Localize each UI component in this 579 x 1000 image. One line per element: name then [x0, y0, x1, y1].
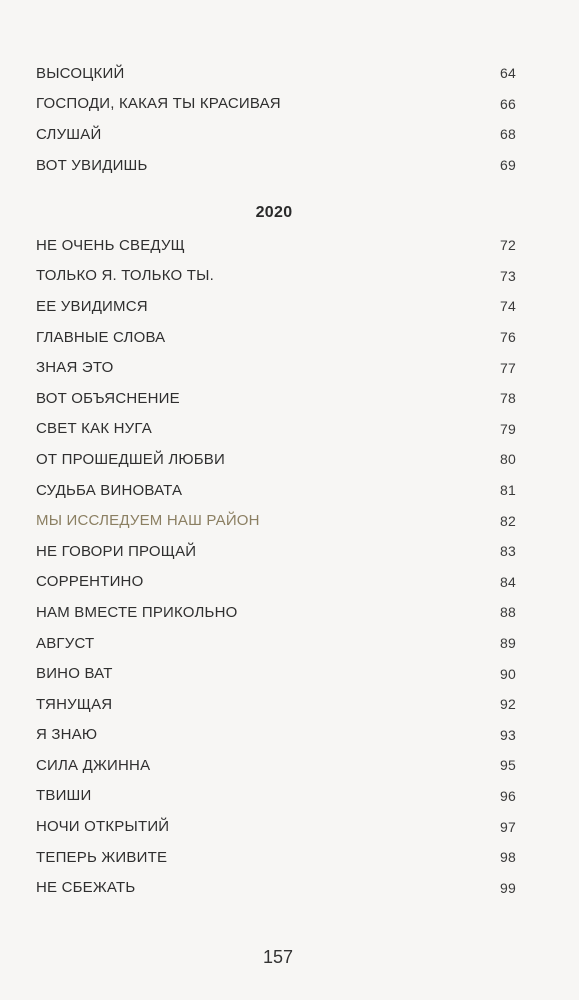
toc-entry-title: ВЫСОЦКИЙ: [36, 64, 125, 82]
toc-entry: [36, 322, 516, 353]
toc-entry: [36, 352, 516, 383]
toc-entry-page: 76: [500, 329, 516, 346]
toc-entry: [36, 781, 516, 812]
toc-entry-page: 83: [500, 543, 516, 560]
toc-entry-page: 88: [500, 604, 516, 621]
toc-entry-page: 89: [500, 635, 516, 652]
toc-entry-page: 95: [500, 757, 516, 774]
toc-entry-page: 82: [500, 512, 516, 529]
toc-entry: [36, 628, 516, 659]
toc-entry: [36, 261, 516, 292]
toc-entry-highlighted: [36, 505, 516, 536]
toc-entry-title: ВОТ ОБЪЯСНЕНИЕ: [36, 389, 180, 407]
toc-entry-page: 69: [500, 157, 516, 174]
toc-entry-page: 72: [500, 237, 516, 254]
toc-entry-title: НАМ ВМЕСТЕ ПРИКОЛЬНО: [36, 603, 238, 621]
toc-entry: [36, 291, 516, 322]
toc-entry-title: НОЧИ ОТКРЫТИЙ: [36, 818, 170, 836]
toc-entry: [36, 383, 516, 414]
toc-group-2020: [36, 230, 516, 903]
toc-entry-title: ЗНАЯ ЭТО: [36, 359, 114, 377]
toc-entry: [36, 811, 516, 842]
toc-entry-page: 79: [500, 420, 516, 437]
toc-entry: [36, 720, 516, 751]
toc-entry: [36, 89, 516, 120]
toc-entry: [36, 230, 516, 261]
toc-entry-title: НЕ ОЧЕНЬ СВЕДУЩ: [36, 236, 185, 254]
toc-entry-page: 90: [500, 665, 516, 682]
toc-entry-page: 96: [500, 787, 516, 804]
toc-entry-page: 84: [500, 573, 516, 590]
page-number: 157: [262, 947, 294, 967]
toc-entry-title: ГОСПОДИ, КАКАЯ ТЫ КРАСИВАЯ: [36, 95, 281, 113]
toc-entry-title: ВИНО ВАТ: [36, 665, 113, 683]
toc-entry: [36, 872, 516, 903]
year-heading: 2020: [255, 204, 293, 221]
toc-entry: [36, 536, 516, 567]
toc-entry-page: 81: [500, 482, 516, 499]
toc-entry-page: 68: [500, 126, 516, 143]
toc-entry-title: ГЛАВНЫЕ СЛОВА: [36, 328, 166, 346]
toc-entry: [36, 597, 516, 628]
toc-group-before: [36, 58, 516, 180]
toc-entry-title: ТЯНУЩАЯ: [36, 695, 113, 713]
toc-entry-title: СИЛА ДЖИННА: [36, 756, 151, 774]
toc-entry-page: 92: [500, 696, 516, 713]
toc-entry-title: НЕ ГОВОРИ ПРОЩАЙ: [36, 542, 197, 560]
toc-entry-title: СОРРЕНТИНО: [36, 573, 144, 591]
toc-entry-page: 98: [500, 849, 516, 866]
toc-entry: [36, 842, 516, 873]
toc-entry-title: СЛУШАЙ: [36, 125, 102, 143]
toc-entry-page: 93: [500, 726, 516, 743]
toc-entry-title: ВОТ УВИДИШЬ: [36, 156, 148, 174]
toc-entry-title: ОТ ПРОШЕДШЕЙ ЛЮБВИ: [36, 450, 225, 468]
toc-entry: [36, 150, 516, 181]
toc-entry: [36, 58, 516, 89]
toc-entry-page: 78: [500, 390, 516, 407]
toc-entry-page: 97: [500, 818, 516, 835]
toc-entry-page: 64: [500, 65, 516, 82]
toc-entry: [36, 119, 516, 150]
toc-entry: [36, 658, 516, 689]
toc-entry-title: Я ЗНАЮ: [36, 726, 98, 744]
toc-entry-title: ТЕПЕРЬ ЖИВИТЕ: [36, 848, 168, 866]
toc-entry: [36, 567, 516, 598]
toc-entry-page: 74: [500, 298, 516, 315]
toc-entry-page: 99: [500, 879, 516, 896]
toc-entry-title: СВЕТ КАК НУГА: [36, 420, 152, 438]
toc-entry-title: ТОЛЬКО Я. ТОЛЬКО ТЫ.: [36, 267, 214, 285]
toc-entry-title: МЫ ИССЛЕДУЕМ НАШ РАЙОН: [36, 512, 260, 530]
toc-entry: [36, 475, 516, 506]
toc-entry-title: СУДЬБА ВИНОВАТА: [36, 481, 183, 499]
toc-entry-page: 80: [500, 451, 516, 468]
toc-entry-title: ТВИШИ: [36, 787, 92, 805]
toc-entry: [36, 414, 516, 445]
toc-entry-title: АВГУСТ: [36, 634, 95, 652]
toc-entry-page: 77: [500, 359, 516, 376]
toc-entry-title: ЕЕ УВИДИМСЯ: [36, 297, 148, 315]
toc-entry-page: 66: [500, 95, 516, 112]
toc-entry-page: 73: [500, 267, 516, 284]
toc-entry: [36, 689, 516, 720]
toc-entry-title: НЕ СБЕЖАТЬ: [36, 879, 136, 897]
toc-entry: [36, 444, 516, 475]
toc-entry: [36, 750, 516, 781]
